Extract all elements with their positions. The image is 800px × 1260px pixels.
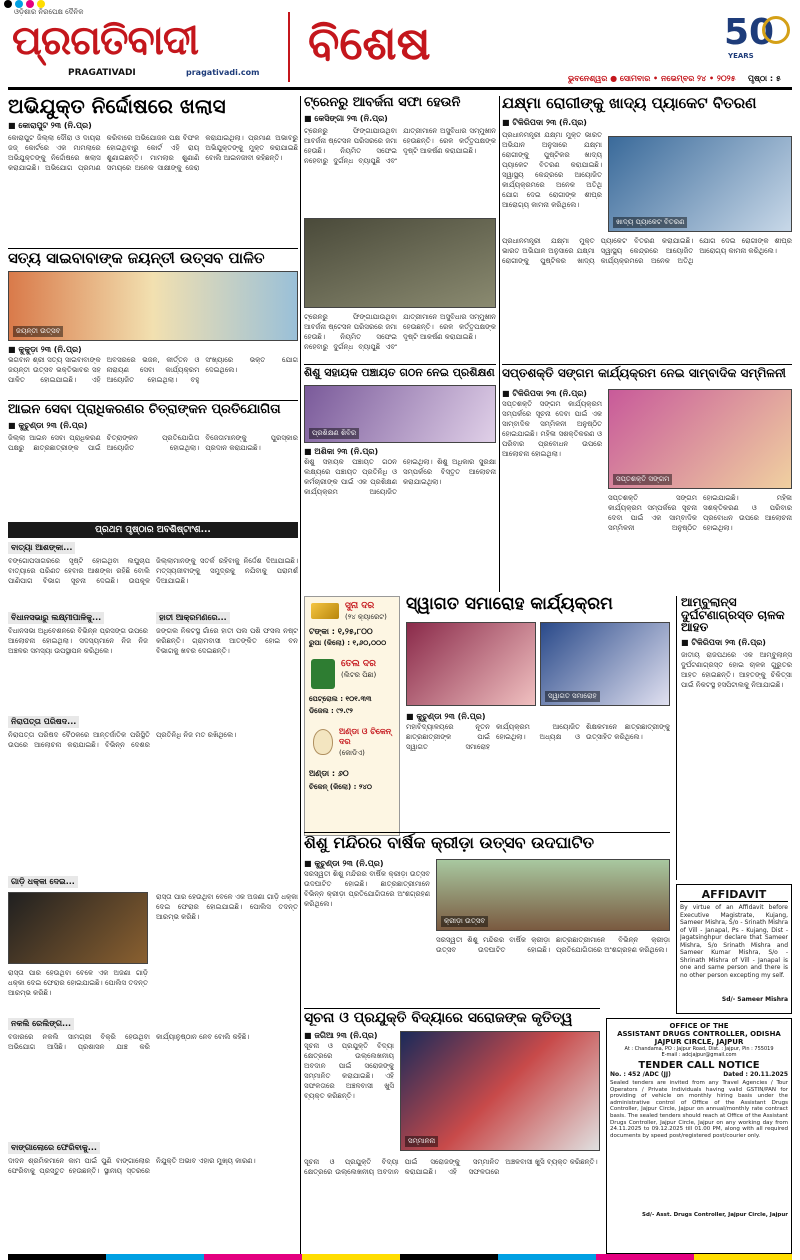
affidavit-body: By virtue of an Affidavit before Executive Magistrate, Kujang, Sameer Mishra, S/o - Srinath Mishra of Vill - Janapal, Ps - Kujang, Dist - Jagatsinghpur declare that Sameer Mishra, S/o Srinath Mishra and Sameer Kumar Mishra, S/o - Shrinath Mishra of Vill - Janapal is one and same person and there is no other person excepting my self.: [680, 904, 788, 979]
tb-food-caption: ଖାଦ୍ୟ ପ୍ୟାକେଟ ବିତରଣ: [613, 217, 687, 228]
sapta-shakti-photo: [608, 389, 792, 489]
gold-rate-row: [309, 627, 373, 637]
welcome-photo-2: [540, 622, 670, 706]
story-sapta-shakti: [502, 364, 792, 592]
sapta-shakti-caption: ସପ୍ତଶକ୍ତି ସଙ୍ଗମ: [613, 474, 672, 485]
egg-sub: (କୋଡିଏ): [339, 749, 365, 757]
gold-rate-label: ଟଙ୍କା :: [309, 627, 335, 636]
story-it-award: [304, 1008, 600, 1254]
anniversary-number: 50: [724, 12, 775, 53]
sai-baba-caption: ଜୟନ୍ତୀ ଉତ୍ସବ: [13, 326, 63, 337]
silver-rate-row: [309, 639, 386, 648]
tender-body: Sealed tenders are invited from any Travel Agencies / Tour Operators / Private Individuals having valid GSTIN/PAN for providing of vehicle on monthly hiring basis under the administrative control of Office of the Assistant Drugs Controller, Jajpur Circle, Jajpur on annual/monthly rate contract basis. The sealed tenders should reach at Office of the Assistant Drugs Controller, Jajpur Circle, Jajpur on any working day from 24.11.2025 to 09.12.2025 till 01.00 PM, along with all required documents by speed post/registered post/courier only.: [610, 1080, 788, 1139]
tb-food-photo: [608, 136, 792, 232]
tender-office-1: OFFICE OF THE: [669, 1022, 729, 1030]
color-swatch: [498, 1254, 596, 1260]
egg-label: ଅଣ୍ଡା ଓ ଚିକେନ୍ ଦର: [339, 727, 392, 746]
welcome-caption: ସ୍ୱାଗତ ସମାରୋହ: [545, 691, 600, 702]
body-sapta-shakti-cont: ସପ୍ତଶକ୍ତି ସଙ୍ଗମ କାର୍ଯ୍ୟକ୍ରମ ସମ୍ପର୍କରେ ସୂଚନା ଦେବା ପାଇଁ ଏକ ସାମ୍ବାଦିକ ସମ୍ମିଳନୀ ଅନୁଷ୍ଠିତ ହୋଇଯାଇଛି। ମହିଳା ସଶକ୍ତିକରଣ ଓ ପରିବାର ପ୍ରବୋଧନ ଉପରେ ଆଲୋଚନା ହୋଇଥିଲା।: [608, 494, 792, 532]
story-legal-art: [8, 400, 298, 518]
headline-legal-art[interactable]: ଆଇନ ସେବା ପ୍ରାଧିକରଣର ଚିତ୍ରାଙ୍କନ ପ୍ରତିଯୋଗିତା: [8, 402, 281, 417]
accident-photo: [8, 892, 148, 964]
headline-ambulance[interactable]: ଆମ୍ବୁଲାନ୍ସ ଦୁର୍ଘଟଣାଗ୍ରସ୍ତ ଚାଳକ ଆହତ: [681, 595, 785, 635]
story-sai-baba: [8, 248, 298, 398]
gold-label: ସୁନା ଦର: [345, 601, 375, 611]
tender-address: At : Chandama, PO : Jajpur Road, Dist. : Jajpur, Pin : 755019: [624, 1046, 774, 1052]
silver-rate: ୧,୬୦,୦୦୦: [352, 639, 387, 647]
logo-text[interactable]: ପ୍ରଗତିବାଦୀ: [12, 18, 199, 64]
body-train-waste-cont: ଟ୍ରେନରୁ ଫିଙ୍ଗାଯାଉଥିବା ଆବର୍ଜନା ଷ୍ଟେସନ ପରିସରରେ ଜମା ହେଉଛି। ନିୟମିତ ସଫେଇ ନହେବାରୁ ଦୁର୍ଗନ୍ଧ ବ୍ୟାପୁଛି ଏବଂ ଯାତ୍ରୀମାନେ ଅସୁବିଧାର ସମ୍ମୁଖୀନ ହେଉଛନ୍ତି। ରେଳ କର୍ତ୍ତୃପକ୍ଷଙ୍କ ଦୃଷ୍ଟି ଆକର୍ଷଣ କରାଯାଇଛି।: [304, 313, 496, 351]
gold-rate: ୧,୨୫,୮୦୦: [337, 627, 373, 636]
continued-body-5: ରାସ୍ତା ପାର ହେଉଥିବା ବେଳେ ଏକ ଅଜଣା ଗାଡ଼ି ଧକ୍କା ଦେଇ ଫେରାର ହୋଇଯାଇଛି। ପୋଲିସ ତଦନ୍ତ ଆରମ୍ଭ କରିଛି।: [156, 893, 298, 921]
body-train-waste: ଟ୍ରେନରୁ ଫିଙ୍ଗାଯାଉଥିବା ଆବର୍ଜନା ଷ୍ଟେସନ ପରିସରରେ ଜମା ହେଉଛି। ନିୟମିତ ସଫେଇ ନହେବାରୁ ଦୁର୍ଗନ୍ଧ ବ୍ୟାପୁଛି ଏବଂ ଯାତ୍ରୀମାନେ ଅସୁବିଧାର ସମ୍ମୁଖୀନ ହେଉଛନ୍ତି। ରେଳ କର୍ତ୍ତୃପକ୍ଷଙ୍କ ଦୃଷ୍ଟି ଆକର୍ଷଣ କରାଯାଇଛି।: [304, 126, 496, 165]
story-acquitted: [8, 96, 298, 244]
silver-label: ରୁପା (କିଲୋ) :: [309, 639, 351, 647]
color-swatch: [596, 1254, 694, 1260]
reg-dot-yellow: [37, 0, 45, 8]
tagline: ଓଡ଼ିଶାର ନିରପେକ୍ଷ ଦୈନିକ: [14, 8, 84, 16]
fuel-sub: (ଲିଟର ପିଛା): [341, 671, 377, 679]
fuel-pump-icon: [311, 659, 335, 689]
headline-sai-baba[interactable]: ସତ୍ୟ ସାଇବାବାଙ୍କ ଜୟନ୍ତୀ ଉତ୍ସବ ପାଳିତ: [8, 249, 265, 267]
continued-title-7[interactable]: ବାଙ୍ଗାଲୋରେ ଫେରିବାକୁ...: [8, 1142, 100, 1154]
affidavit-sign: Sd/- Sameer Mishra: [721, 996, 788, 1003]
tender-office-3: JAJPUR CIRCLE, JAJPUR: [654, 1038, 744, 1046]
body-sapta-shakti: ସପ୍ତଶକ୍ତି ସଙ୍ଗମ କାର୍ଯ୍ୟକ୍ରମ ସମ୍ପର୍କରେ ସୂଚନା ଦେବା ପାଇଁ ଏକ ସାମ୍ବାଦିକ ସମ୍ମିଳନୀ ଅନୁଷ୍ଠିତ ହୋଇଯାଇଛି। ମହିଳା ସଶକ୍ତିକରଣ ଓ ପରିବାର ପ୍ରବୋଧନ ଉପରେ ଆଲୋଚନା ହୋଇଥିଲା।: [502, 400, 602, 458]
continued-body-7: ଦାଦନ ଶ୍ରମିକମାନେ କାମ ପାଇଁ ପୁଣି ବାଙ୍ଗାଲୋର ଫେରିବାକୁ ପ୍ରସ୍ତୁତ ହେଉଛନ୍ତି। ସ୍ଥାନୀୟ ସ୍ତରରେ ନିଯୁକ୍ତି ଅଭାବ ଏହାର ମୁଖ୍ୟ କାରଣ।: [8, 1157, 256, 1175]
continued-body-2: ବିଧାନସଭା ଅଧିବେଶନରେ ବିଭିନ୍ନ ପ୍ରସଙ୍ଗ ଉପରେ ଆଲୋଚନା ହୋଇଥିଲା। ସଦସ୍ୟମାନେ ନିଜ ନିଜ ଅଞ୍ଚଳର ସମସ୍ୟା ଉପସ୍ଥାପନ କରିଥିଲେ।: [8, 627, 148, 655]
bottom-color-bar: [8, 1254, 792, 1260]
sishu-mandir-photo: [436, 859, 670, 931]
anniversary-ring-icon: [762, 16, 790, 44]
continued-section: [8, 542, 298, 1254]
section-divider: [288, 12, 290, 82]
registration-marks: [0, 0, 800, 8]
continued-body-3: ଜଙ୍ଗଲ ନିକଟସ୍ଥ ଗାଁରେ ହାତୀ ପଲ ପଶି ଫସଲ ନଷ୍ଟ କରିଛନ୍ତି। ଗ୍ରାମବାସୀ ଆତଙ୍କିତ ହୋଇ ବନ ବିଭାଗକୁ ଖବର ଦେଇଛନ୍ତି।: [156, 627, 298, 655]
continued-banner: ପ୍ରଥମ ପୃଷ୍ଠାର ଅବଶିଷ୍ଟାଂଶ...: [8, 522, 298, 538]
headline-welcome[interactable]: ସ୍ୱାଗତ ସମାରୋହ କାର୍ଯ୍ୟକ୍ରମ: [406, 594, 613, 614]
tender-date: Dated : 20.11.2025: [723, 1071, 788, 1078]
continued-body-6: ବଜାରରେ ନକଲି ସାମଗ୍ରୀ ବିକ୍ରି ହେଉଥିବା ଅଭିଯୋଗ ଆସିଛି। ପ୍ରଶାସନ ଯାଞ୍ଚ କରି କାର୍ଯ୍ୟାନୁଷ୍ଠାନ ନେବ ବୋଲି କହିଛି।: [8, 1033, 250, 1051]
egg-row: [309, 769, 349, 779]
story-sishu-mandir: [304, 832, 670, 1002]
byline-ambulance: ■ ଟିକିରିପଦା ୨୩ (ନି.ପ୍ର): [681, 637, 766, 647]
body-sishu-mandir-cont: ସରସ୍ୱତୀ ଶିଶୁ ମନ୍ଦିରର ବାର୍ଷିକ କ୍ରୀଡ଼ା ଉତ୍ସବ ଉଦଘାଟିତ ହୋଇଛି। ଛାତ୍ରଛାତ୍ରୀମାନେ ବିଭିନ୍ନ କ୍ରୀଡ଼ା ପ୍ରତିଯୋଗିତାରେ ଅଂଶଗ୍ରହଣ କରିଥିଲେ।: [436, 936, 670, 954]
reg-dot-cyan: [15, 0, 23, 8]
byline-sishu-mandir: ■ କୁଚୁଣ୍ଡା ୨୩ (ନି.ପ୍ର): [304, 859, 384, 868]
anniversary-logo: [724, 12, 788, 62]
byline-welcome: ■ କୁଚୁଣ୍ଡା ୨୩ (ନି.ପ୍ର): [406, 712, 486, 721]
color-swatch: [302, 1254, 400, 1260]
body-sai-baba: ଭଗବାନ ଶ୍ରୀ ସତ୍ୟ ସାଇବାବାଙ୍କ ଜୟନ୍ତୀ ଉତ୍ସବ ଭକ୍ତିଭାବର ସହ ପାଳିତ ହୋଇଯାଇଛି। ଏହି ଅବସରରେ ଭଜନ, କୀର୍ତ୍ତନ ଓ ନାରାୟଣ ସେବା କାର୍ଯ୍ୟକ୍ରମ ଆୟୋଜିତ ହୋଇଥିଲା। ବହୁ ସଂଖ୍ୟାରେ ଭକ୍ତ ଯୋଗ ଦେଇଥିଲେ।: [8, 356, 298, 384]
train-waste-photo: [304, 218, 496, 308]
affidavit-title: AFFIDAVIT: [680, 888, 788, 902]
body-panchayat-training: ଶିଶୁ ସହାୟକ ପଞ୍ଚାୟତ ଗଠନ ଲକ୍ଷ୍ୟରେ ପଞ୍ଚାୟତ ପ୍ରତିନିଧି ଓ କର୍ମଚାରୀଙ୍କ ପାଇଁ ଏକ ପ୍ରଶିକ୍ଷଣ କାର୍ଯ୍ୟକ୍ରମ ଆୟୋଜିତ ହୋଇଥିଲା। ଶିଶୁ ଅଧିକାର ସୁରକ୍ଷା ସମ୍ପର୍କରେ ବିସ୍ତୃତ ଆଲୋଚନା କରାଯାଇଥିଲା।: [304, 458, 496, 496]
petrol-label: ପେଟ୍ରୋଲ :: [309, 695, 343, 703]
diesel-label: ଡିଜେଲ :: [309, 707, 334, 715]
column-rule-2: [499, 96, 500, 592]
tender-notice: [606, 1018, 792, 1254]
anniversary-label: YEARS: [728, 52, 754, 60]
diesel-rate: ୯୨.୯୨: [336, 707, 353, 715]
sishu-mandir-caption: କ୍ରୀଡ଼ା ଉତ୍ସବ: [441, 916, 488, 927]
gold-bar-icon: [311, 603, 339, 619]
body-it-award: ସୂଚନା ଓ ପ୍ରଯୁକ୍ତି ବିଦ୍ୟା କ୍ଷେତ୍ରରେ ଉଲ୍ଲେଖନୀୟ ଅବଦାନ ପାଇଁ ସରୋଜଙ୍କୁ ସମ୍ମାନିତ କରାଯାଇଛି। ଏହି ସଫଳତାରେ ଅଞ୍ଚଳବାସୀ ଖୁସି ବ୍ୟକ୍ତ କରିଛନ୍ତି।: [304, 1042, 394, 1100]
headline-it-award[interactable]: ସୂଚନା ଓ ପ୍ରଯୁକ୍ତି ବିଦ୍ୟାରେ ସରୋଜଙ୍କ କୃତିତ୍ୱ: [304, 1010, 573, 1026]
body-tb-food: ପ୍ରଧାନମନ୍ତ୍ରୀ ଯକ୍ଷ୍ମା ମୁକ୍ତ ଭାରତ ଅଭିଯାନ ଅନୁସାରେ ଯକ୍ଷ୍ମା ରୋଗୀଙ୍କୁ ପୁଷ୍ଟିକର ଖାଦ୍ୟ ପ୍ୟାକେଟ ବିତରଣ କରାଯାଇଛି। ସ୍ୱାସ୍ଥ୍ୟ କେନ୍ଦ୍ରରେ ଆୟୋଜିତ କାର୍ଯ୍ୟକ୍ରମରେ ଅନେକ ଅତିଥି ଯୋଗ ଦେଇ ରୋଗୀଙ୍କ ଶୀଘ୍ର ଆରୋଗ୍ୟ କାମନା କରିଥିଲେ।: [502, 130, 602, 209]
byline-acquitted: ■ କୋରାପୁଟ ୨୩ (ନି.ପ୍ର): [8, 121, 92, 130]
continued-title-4[interactable]: ନିରାପତ୍ତା ପରିଷଦ...: [8, 716, 79, 728]
continued-title-5[interactable]: ଗାଡ଼ି ଧକ୍କା ଦେଇ...: [8, 876, 78, 888]
headline-tb-food[interactable]: ଯକ୍ଷ୍ମା ରୋଗୀଙ୍କୁ ଖାଦ୍ୟ ପ୍ୟାକେଟ ବିତରଣ: [502, 94, 757, 112]
page-number: ପୃଷ୍ଠା : ୫: [748, 74, 781, 83]
body-tb-food-cont: ପ୍ରଧାନମନ୍ତ୍ରୀ ଯକ୍ଷ୍ମା ମୁକ୍ତ ଭାରତ ଅଭିଯାନ ଅନୁସାରେ ଯକ୍ଷ୍ମା ରୋଗୀଙ୍କୁ ପୁଷ୍ଟିକର ଖାଦ୍ୟ ପ୍ୟାକେଟ ବିତରଣ କରାଯାଇଛି। ସ୍ୱାସ୍ଥ୍ୟ କେନ୍ଦ୍ରରେ ଆୟୋଜିତ କାର୍ଯ୍ୟକ୍ରମରେ ଅନେକ ଅତିଥି ଯୋଗ ଦେଇ ରୋଗୀଙ୍କ ଶୀଘ୍ର ଆରୋଗ୍ୟ କାମନା କରିଥିଲେ।: [502, 237, 792, 265]
column-rule-1: [300, 96, 301, 1254]
petrol-row: [309, 695, 371, 704]
fuel-label: ତେଲ ଦର: [341, 659, 376, 669]
petrol-rate: ୧୦୧.୩୩: [345, 695, 372, 703]
diesel-row: [309, 707, 353, 716]
byline-sapta-shakti: ■ ଟିକିରିପଦା ୨୩ (ନି.ପ୍ର): [502, 389, 587, 398]
color-swatch: [204, 1254, 302, 1260]
tender-sign: Sd/- Asst. Drugs Controller, Jajpur Circle, Jajpur: [642, 1212, 788, 1218]
market-rates-box: [304, 596, 400, 836]
continued-body-4: ନିରାପତ୍ତା ପରିଷଦ ବୈଠକରେ ଆନ୍ତର୍ଜାତିକ ପରିସ୍ଥିତି ଉପରେ ଆଲୋଚନା କରାଯାଇଛି। ବିଭିନ୍ନ ଦେଶର ପ୍ରତିନିଧି ନିଜ ମତ ରଖିଥିଲେ।: [8, 731, 237, 749]
tender-office-2: ASSISTANT DRUGS CONTROLLER, ODISHA: [617, 1030, 781, 1038]
dateline-date: ସୋମବାର • ନଭେମ୍ବର ୨୪ • ୨୦୨୫: [619, 74, 736, 83]
byline-panchayat-training: ■ ଅଶିକା ୨୩ (ନି.ପ୍ର): [304, 447, 379, 456]
byline-it-award: ■ ଜଗିଆ ୨୩ (ନି.ପ୍ର): [304, 1031, 378, 1040]
website-link[interactable]: pragativadi.com: [186, 68, 260, 77]
dateline: ଭୁବନେଶ୍ୱର ● ସୋମବାର • ନଭେମ୍ବର ୨୪ • ୨୦୨୫: [568, 74, 736, 83]
chicken-row: [309, 783, 372, 792]
gold-sub: (୨୪ କ୍ୟାରେଟ): [345, 613, 387, 621]
tender-ref-no: No. : 452 /ADC (JJ): [610, 1071, 671, 1078]
reg-dot-black: [4, 0, 12, 8]
byline-sai-baba: ■ କୁକୁଡ଼ା ୨୩ (ନି.ପ୍ର): [8, 345, 82, 354]
section-title: ବିଶେଷ: [308, 16, 431, 70]
byline-legal-art: ■ କୁଚୁଣ୍ଡା ୨୩ (ନି.ପ୍ର): [8, 420, 88, 430]
headline-train-waste[interactable]: ଟ୍ରେନରୁ ଆବର୍ଜନା ସଫା ହେଉନି: [304, 95, 461, 110]
sai-baba-photo: [8, 271, 298, 341]
egg-icon: [313, 729, 333, 755]
reg-dot-magenta: [26, 0, 34, 8]
body-welcome: ମହାବିଦ୍ୟାଳୟରେ ନୂତନ ଛାତ୍ରଛାତ୍ରୀଙ୍କ ପାଇଁ ସ୍ୱାଗତ ସମାରୋହ କାର୍ଯ୍ୟକ୍ରମ ଆୟୋଜିତ ହୋଇଥିଲା। ଅଧ୍ୟକ୍ଷ ଓ ଶିକ୍ଷକମାନେ ଛାତ୍ରଛାତ୍ରୀଙ୍କୁ ଉତ୍ସାହିତ କରିଥିଲେ।: [406, 723, 670, 751]
welcome-photo-1: [406, 622, 536, 706]
continued-title-2[interactable]: ବିଧାନସଭାରୁ ଲକ୍ଷ୍ମୀପାଳିକୁ...: [8, 612, 104, 624]
continued-body-1: ବଙ୍ଗୋପସାଗରରେ ସୃଷ୍ଟି ହୋଇଥିବା ଲଘୁଚାପ ବାତ୍ୟାରେ ପରିଣତ ହେବାର ଆଶଙ୍କା ରହିଛି ବୋଲି ପାଣିପାଗ ବିଭାଗ ସୂଚନା ଦେଇଛି। ଉପକୂଳ ଜିଲ୍ଲାମାନଙ୍କୁ ସତର୍କ ରହିବାକୁ ନିର୍ଦ୍ଦେଶ ଦିଆଯାଇଛି। ମତ୍ସ୍ୟଜୀବୀଙ୍କୁ ସମୁଦ୍ରକୁ ନଯିବାକୁ ପରାମର୍ଶ ଦିଆଯାଇଛି।: [8, 557, 298, 585]
egg-rate: ୬୦: [337, 769, 349, 778]
story-welcome: [406, 596, 670, 826]
headline-sapta-shakti[interactable]: ସପ୍ତଶକ୍ତି ସଙ୍ଗମ କାର୍ଯ୍ୟକ୍ରମ ନେଇ ସାମ୍ବାଦିକ ସମ୍ମିଳନୀ: [502, 366, 786, 380]
dateline-city: ଭୁବନେଶ୍ୱର: [568, 74, 608, 83]
color-swatch: [8, 1254, 106, 1260]
body-sishu-mandir: ସରସ୍ୱତୀ ଶିଶୁ ମନ୍ଦିରର ବାର୍ଷିକ କ୍ରୀଡ଼ା ଉତ୍ସବ ଉଦଘାଟିତ ହୋଇଛି। ଛାତ୍ରଛାତ୍ରୀମାନେ ବିଭିନ୍ନ କ୍ରୀଡ଼ା ପ୍ରତିଯୋଗିତାରେ ଅଂଶଗ୍ରହଣ କରିଥିଲେ।: [304, 870, 430, 908]
body-it-award-cont: ସୂଚନା ଓ ପ୍ରଯୁକ୍ତି ବିଦ୍ୟା କ୍ଷେତ୍ରରେ ଉଲ୍ଲେଖନୀୟ ଅବଦାନ ପାଇଁ ସରୋଜଙ୍କୁ ସମ୍ମାନିତ କରାଯାଇଛି। ଏହି ସଫଳତାରେ ଅଞ୍ଚଳବାସୀ ଖୁସି ବ୍ୟକ୍ତ କରିଛନ୍ତି।: [304, 1158, 598, 1176]
story-panchayat-training: [304, 364, 496, 592]
logo-sub: PRAGATIVADI: [68, 68, 136, 78]
body-legal-art: ଜିଲ୍ଲା ଆଇନ ସେବା ପ୍ରାଧିକରଣ ପକ୍ଷରୁ ଛାତ୍ରଛାତ୍ରୀଙ୍କ ପାଇଁ ଚିତ୍ରାଙ୍କନ ପ୍ରତିଯୋଗିତା ଆୟୋଜିତ ହୋଇଥିଲା। ବିଜେତାମାନଙ୍କୁ ପୁରସ୍କାର ପ୍ରଦାନ କରାଯାଇଛି।: [8, 433, 298, 452]
chicken-label: ଚିକେନ୍ (କିଲୋ) :: [309, 783, 357, 791]
story-ambulance: [676, 596, 792, 880]
tender-title: TENDER CALL NOTICE: [638, 1060, 760, 1071]
continued-title-6[interactable]: ନକଲି ରେଲିଙ୍ଗ...: [8, 1018, 74, 1030]
color-swatch: [106, 1254, 204, 1260]
story-tb-food: [502, 96, 792, 358]
body-acquitted: କୋରାପୁଟ ଜିଲ୍ଲା ଦୌରା ଓ ଦାୟରା ଜଜ୍ କୋର୍ଟରେ ଏକ ମାମଲାରେ ଅଭିଯୁକ୍ତଙ୍କୁ ନିର୍ଦ୍ଦୋଷରେ ଖଲାସ କରାଯାଇଛି। ଅଭିଯୋଗ ପ୍ରମାଣ କରିବାରେ ଅଭିଯୋଜନ ପକ୍ଷ ବିଫଳ ହୋଇଥିବାରୁ କୋର୍ଟ ଏହି ରାୟ ଶୁଣାଇଛନ୍ତି। ମାମଲାର ଶୁଣାଣି ସମୟରେ ଅନେକ ସାକ୍ଷୀଙ୍କୁ ଜେରା କରାଯାଇଥିଲା। ପ୍ରମାଣ ଅଭାବରୁ ଅଭିଯୁକ୍ତଙ୍କୁ ମୁକ୍ତ କରାଯାଇଛି ବୋଲି ଆଇନଜୀବୀ କହିଛନ୍ତି।: [8, 134, 298, 172]
body-ambulance: ଜାତୀୟ ରାଜପଥରେ ଏକ ଆମ୍ବୁଲାନ୍ସ ଦୁର୍ଘଟଣାଗ୍ରସ୍ତ ହୋଇ ଚାଳକ ଗୁରୁତର ଆହତ ହୋଇଛନ୍ତି। ଆହତଙ୍କୁ ଚିକିତ୍ସା ପାଇଁ ନିକଟସ୍ଥ ହସପିଟାଲକୁ ନିଆଯାଇଛି।: [681, 650, 792, 689]
continued-body-5b: ରାସ୍ତା ପାର ହେଉଥିବା ବେଳେ ଏକ ଅଜଣା ଗାଡ଼ି ଧକ୍କା ଦେଇ ଫେରାର ହୋଇଯାଇଛି। ପୋଲିସ ତଦନ୍ତ ଆରମ୍ଭ କରିଛି।: [8, 969, 148, 997]
it-award-photo: [400, 1031, 600, 1151]
affidavit-box: [676, 884, 792, 1014]
color-swatch: [694, 1254, 792, 1260]
panchayat-training-photo: [304, 385, 496, 443]
panchayat-training-caption: ପ୍ରଶିକ୍ଷଣ ଶିବିର: [309, 428, 359, 439]
masthead: [8, 8, 792, 90]
headline-panchayat-training[interactable]: ଶିଶୁ ସହାୟକ ପଞ୍ଚାୟତ ଗଠନ ନେଇ ପ୍ରଶିକ୍ଷଣ: [304, 366, 495, 379]
headline-sishu-mandir[interactable]: ଶିଶୁ ମନ୍ଦିରର ବାର୍ଷିକ କ୍ରୀଡ଼ା ଉତ୍ସବ ଉଦଘାଟିତ: [304, 833, 595, 852]
byline-tb-food: ■ ଟିକିରିପଦା ୨୩ (ନି.ପ୍ର): [502, 117, 587, 127]
egg-rate-label: ଅଣ୍ଡା :: [309, 769, 336, 778]
continued-title-3[interactable]: ହାତୀ ଆକ୍ରମଣରେ...: [156, 612, 230, 624]
it-award-caption: ସମ୍ମାନନା: [405, 1136, 438, 1147]
story-train-waste: [304, 96, 496, 358]
chicken-rate: ୨୪୦: [358, 783, 372, 791]
tender-email: E-mail : adcjajpur@gmail.com: [661, 1052, 737, 1058]
color-swatch: [400, 1254, 498, 1260]
byline-train-waste: ■ କେସିଙ୍ଗା ୨୩ (ନି.ପ୍ର): [304, 113, 388, 123]
headline-acquitted[interactable]: ଅଭିଯୁକ୍ତ ନିର୍ଦ୍ଦୋଷରେ ଖଲାସ: [8, 94, 226, 118]
tender-ref-row: [610, 1071, 788, 1078]
continued-title-1[interactable]: ବାତ୍ୟା ଆଶଙ୍କା...: [8, 542, 75, 554]
